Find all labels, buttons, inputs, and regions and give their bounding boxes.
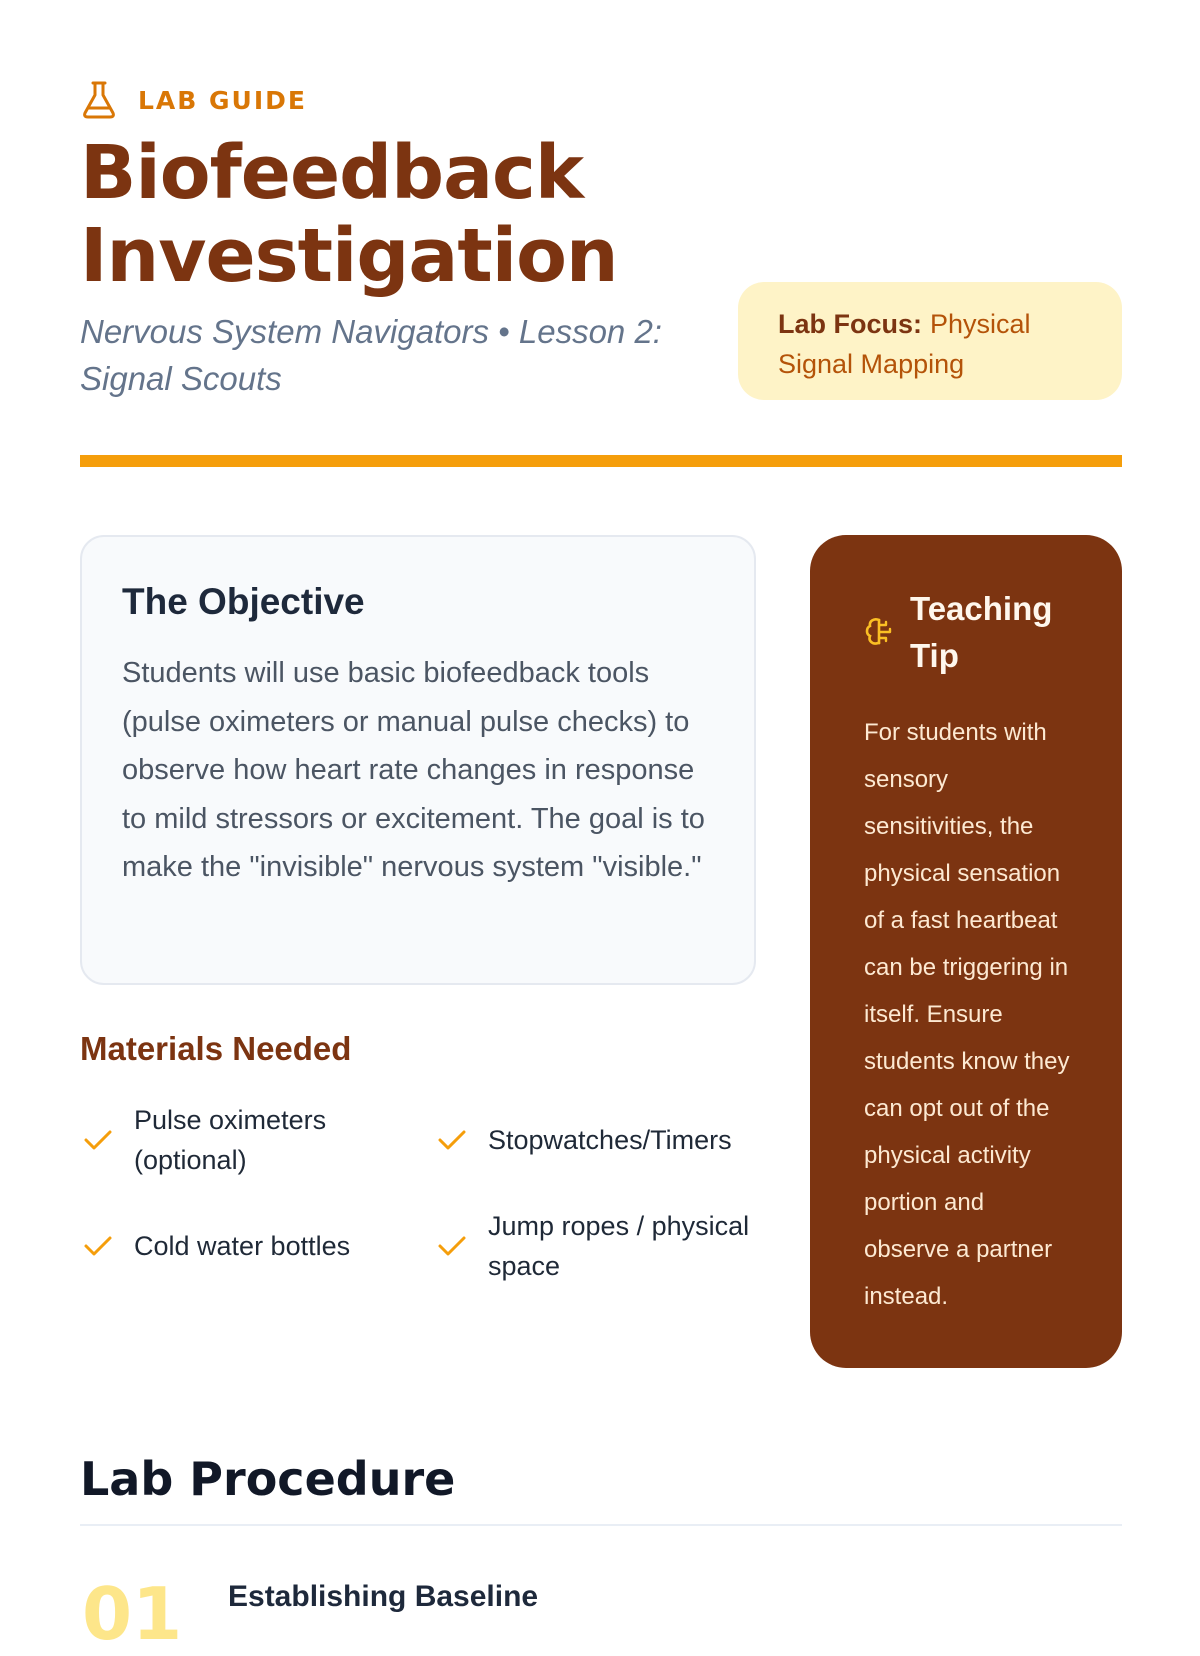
check-icon	[436, 1126, 468, 1154]
teaching-tip-card	[810, 535, 1122, 1368]
brain-icon	[864, 616, 894, 648]
lab-focus-value: Physical Signal Mapping	[778, 309, 1031, 379]
materials-item-label: Pulse oximeters (optional)	[134, 1105, 327, 1175]
lab-procedure-heading: Lab Procedure	[80, 1452, 456, 1506]
check-icon	[436, 1232, 468, 1260]
teaching-tip-header	[864, 585, 1076, 679]
step-number: 01	[82, 1572, 183, 1656]
eyebrow	[82, 80, 307, 120]
materials-item-label: Stopwatches/Timers	[488, 1125, 732, 1155]
header-divider	[80, 455, 1122, 467]
materials-item	[82, 1100, 412, 1180]
check-icon	[82, 1126, 114, 1154]
teaching-tip-body: For students with sensory sensitivities, the physical sensation of a fast heartbeat can be triggering in itself. Ensure students know they can opt out of the physical activity portion and observe a partner instead.	[864, 719, 1070, 1310]
step-title: Establishing Baseline	[228, 1580, 539, 1613]
lab-focus-badge	[738, 282, 1122, 400]
page-subtitle: Nervous System Navigators • Lesson 2: Signal Scouts	[80, 313, 662, 397]
objective-heading: The Objective	[122, 581, 365, 622]
objective-card	[80, 535, 756, 985]
lab-focus-label: Lab Focus:	[778, 309, 923, 339]
objective-body: Students will use basic biofeedback tools (pulse oximeters or manual pulse checks) to observe how heart rate changes in response to mild stressors or excitement. The goal is to make the "invisible" nervous system "visible."	[122, 657, 705, 883]
procedure-divider	[80, 1524, 1122, 1526]
materials-item	[436, 1206, 766, 1286]
materials-item-label: Cold water bottles	[134, 1231, 351, 1261]
materials-heading: Materials Needed	[80, 1030, 352, 1067]
materials-item-label: Jump ropes / physical space	[488, 1211, 750, 1281]
materials-item	[82, 1226, 412, 1266]
eyebrow-label: LAB GUIDE	[138, 85, 307, 115]
page-title: Biofeedback Investigation	[80, 130, 618, 299]
materials-item	[436, 1120, 766, 1160]
flask-icon	[82, 80, 116, 120]
teaching-tip-title: Teaching Tip	[910, 590, 1053, 674]
check-icon	[82, 1232, 114, 1260]
